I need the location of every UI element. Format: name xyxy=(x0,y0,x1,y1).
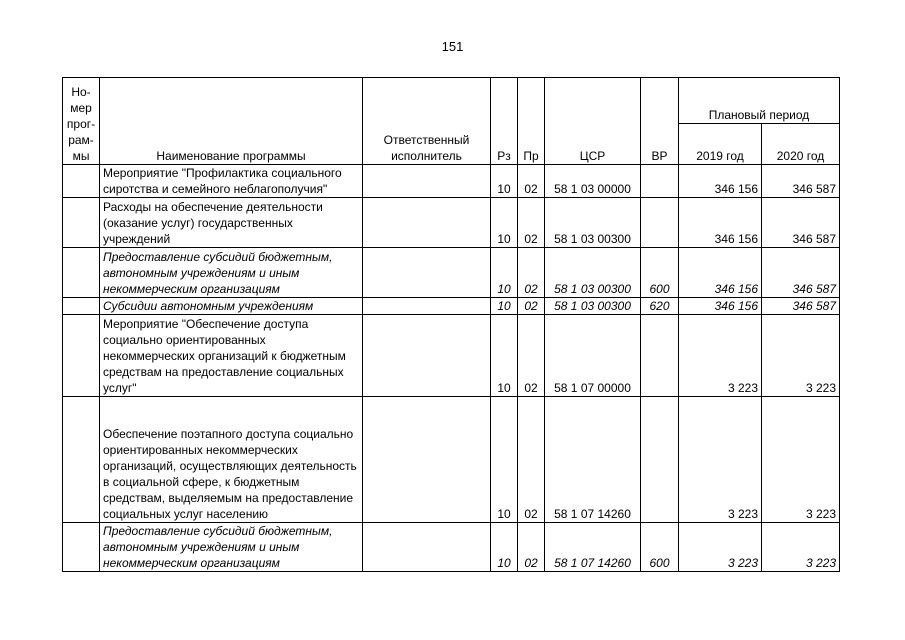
cell-pr: 02 xyxy=(518,397,545,523)
cell-executor xyxy=(363,315,491,397)
cell-vr xyxy=(641,397,679,523)
cell-csr: 58 1 07 14260 xyxy=(545,397,641,523)
cell-pr: 02 xyxy=(518,315,545,397)
cell-vr: 600 xyxy=(641,248,679,298)
cell-csr: 58 1 03 00300 xyxy=(545,248,641,298)
header-executor: Ответственный исполнитель xyxy=(363,78,491,165)
cell-name: Мероприятие "Обеспечение доступа социально ориентированных некоммерческих организаций к бюджетным средствам на предоставление социальных услуг" xyxy=(100,315,363,397)
page-number: 151 xyxy=(441,39,464,54)
cell-2019: 346 156 xyxy=(679,248,762,298)
header-planning-period: Плановый период xyxy=(679,78,840,124)
table-row xyxy=(63,298,840,315)
cell-num xyxy=(63,165,100,198)
header-program-name: Наименование программы xyxy=(100,78,363,165)
table-row xyxy=(63,315,840,397)
cell-executor xyxy=(363,165,491,198)
cell-vr xyxy=(641,315,679,397)
cell-2020: 346 587 xyxy=(762,248,840,298)
cell-num xyxy=(63,248,100,298)
cell-pr: 02 xyxy=(518,165,545,198)
cell-vr xyxy=(641,165,679,198)
cell-executor xyxy=(363,523,491,572)
cell-2020: 3 223 xyxy=(762,315,840,397)
cell-num xyxy=(63,523,100,572)
cell-pr: 02 xyxy=(518,198,545,248)
cell-csr: 58 1 03 00300 xyxy=(545,298,641,315)
table-row xyxy=(63,198,840,248)
cell-num xyxy=(63,315,100,397)
cell-name: Предоставление субсидий бюджетным, автономным учреждениям и иным некоммерческим организациям xyxy=(100,248,363,298)
cell-executor xyxy=(363,397,491,523)
cell-executor xyxy=(363,298,491,315)
cell-2019: 346 156 xyxy=(679,165,762,198)
header-vr: ВР xyxy=(641,78,679,165)
cell-rz: 10 xyxy=(491,397,518,523)
cell-num xyxy=(63,397,100,523)
cell-rz: 10 xyxy=(491,298,518,315)
cell-csr: 58 1 07 00000 xyxy=(545,315,641,397)
table-row xyxy=(63,165,840,198)
cell-2019: 346 156 xyxy=(679,298,762,315)
cell-vr: 600 xyxy=(641,523,679,572)
cell-2020: 346 587 xyxy=(762,165,840,198)
header-csr: ЦСР xyxy=(545,78,641,165)
cell-csr: 58 1 03 00000 xyxy=(545,165,641,198)
cell-2020: 346 587 xyxy=(762,198,840,248)
cell-2019: 3 223 xyxy=(679,523,762,572)
cell-rz: 10 xyxy=(491,523,518,572)
header-year-2020: 2020 год xyxy=(762,123,840,164)
cell-2020: 3 223 xyxy=(762,523,840,572)
cell-executor xyxy=(363,248,491,298)
cell-name: Обеспечение поэтапного доступа социально ориентированных некоммерческих организаций, осуществляющих деятельность в социальной сфере, к бюджетным средствам, выделяемым на предоставление социальных услуг населению xyxy=(100,397,363,523)
cell-num xyxy=(63,298,100,315)
cell-2020: 3 223 xyxy=(762,397,840,523)
cell-executor xyxy=(363,198,491,248)
table-row xyxy=(63,397,840,523)
cell-2019: 3 223 xyxy=(679,397,762,523)
cell-pr: 02 xyxy=(518,248,545,298)
cell-rz: 10 xyxy=(491,248,518,298)
cell-csr: 58 1 07 14260 xyxy=(545,523,641,572)
cell-name: Расходы на обеспечение деятельности (оказание услуг) государственных учреждений xyxy=(100,198,363,248)
header-rz: Рз xyxy=(491,78,518,165)
cell-name: Субсидии автономным учреждениям xyxy=(100,298,363,315)
cell-name: Предоставление субсидий бюджетным, автономным учреждениям и иным некоммерческим организациям xyxy=(100,523,363,572)
cell-rz: 10 xyxy=(491,165,518,198)
cell-pr: 02 xyxy=(518,298,545,315)
cell-vr xyxy=(641,198,679,248)
cell-rz: 10 xyxy=(491,315,518,397)
cell-2020: 346 587 xyxy=(762,298,840,315)
table-row xyxy=(63,248,840,298)
cell-2019: 3 223 xyxy=(679,315,762,397)
budget-table xyxy=(62,77,840,572)
cell-csr: 58 1 03 00300 xyxy=(545,198,641,248)
header-pr: Пр xyxy=(518,78,545,165)
cell-vr: 620 xyxy=(641,298,679,315)
cell-rz: 10 xyxy=(491,198,518,248)
cell-name: Мероприятие "Профилактика социального сиротства и семейного неблагополучия" xyxy=(100,165,363,198)
cell-2019: 346 156 xyxy=(679,198,762,248)
table-row xyxy=(63,523,840,572)
header-year-2019: 2019 год xyxy=(679,123,762,164)
cell-num xyxy=(63,198,100,248)
cell-pr: 02 xyxy=(518,523,545,572)
header-program-number: Но- мер прог- рам- мы xyxy=(63,78,100,165)
